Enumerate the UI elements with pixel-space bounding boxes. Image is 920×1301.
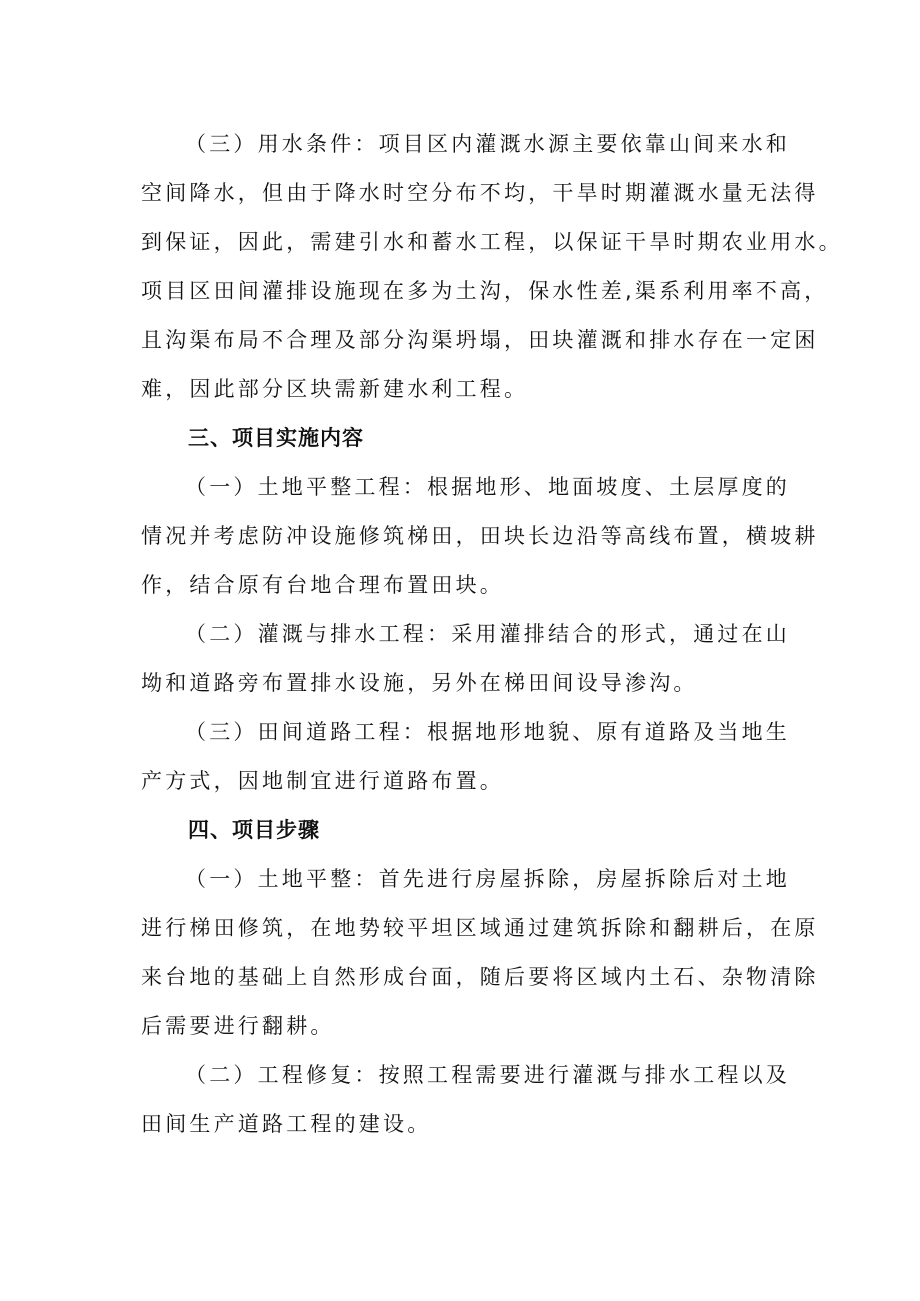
paragraph-step2-line-1: （二）工程修复：按照工程需要进行灌溉与排水工程以及 [185,1063,790,1087]
paragraph-irrigation-line-2: 坳和道路旁布置排水设施，另外在梯田间设导渗沟。 [141,671,698,695]
paragraph-water-line-1: （三）用水条件：项目区内灌溉水源主要依靠山间来水和 [185,132,790,156]
paragraph-water-line-5: 且沟渠布局不合理及部分沟渠坍塌，田块灌溉和排水存在一定困 [141,328,819,352]
paragraph-land-line-2: 情况并考虑防冲设施修筑梯田，田块长边沿等高线布置，横坡耕 [141,524,819,548]
paragraph-step1-line-1: （一）土地平整：首先进行房屋拆除，房屋拆除后对土地 [185,867,790,891]
paragraph-step1-line-4: 后需要进行翻耕。 [141,1014,335,1038]
paragraph-water-line-4: 项目区田间灌排设施现在多为土沟，保水性差,渠系利用率不高， [141,279,829,303]
section-heading-implementation: 三、项目实施内容 [188,426,364,450]
paragraph-step1-line-2: 进行梯田修筑，在地势较平坦区域通过建筑拆除和翻耕后，在原 [141,916,819,940]
section-heading-steps: 四、项目步骤 [188,818,320,842]
paragraph-road-line-1: （三）田间道路工程：根据地形地貌、原有道路及当地生 [185,720,790,744]
paragraph-land-line-3: 作，结合原有台地合理布置田块。 [141,573,504,597]
paragraph-step2-line-2: 田间生产道路工程的建设。 [141,1112,432,1136]
paragraph-irrigation-line-1: （二）灌溉与排水工程：采用灌排结合的形式，通过在山 [185,622,790,646]
paragraph-road-line-2: 产方式，因地制宜进行道路布置。 [141,769,504,793]
paragraph-step1-line-3: 来台地的基础上自然形成台面，随后要将区域内土石、杂物清除 [141,965,819,989]
paragraph-water-line-6: 难，因此部分区块需新建水利工程。 [141,377,529,401]
paragraph-land-line-1: （一）土地平整工程：根据地形、地面坡度、土层厚度的 [185,475,790,499]
paragraph-water-line-2: 空间降水，但由于降水时空分布不均，干旱时期灌溉水量无法得 [141,181,819,205]
paragraph-water-line-3: 到保证，因此，需建引水和蓄水工程，以保证干旱时期农业用水。 [141,230,843,254]
